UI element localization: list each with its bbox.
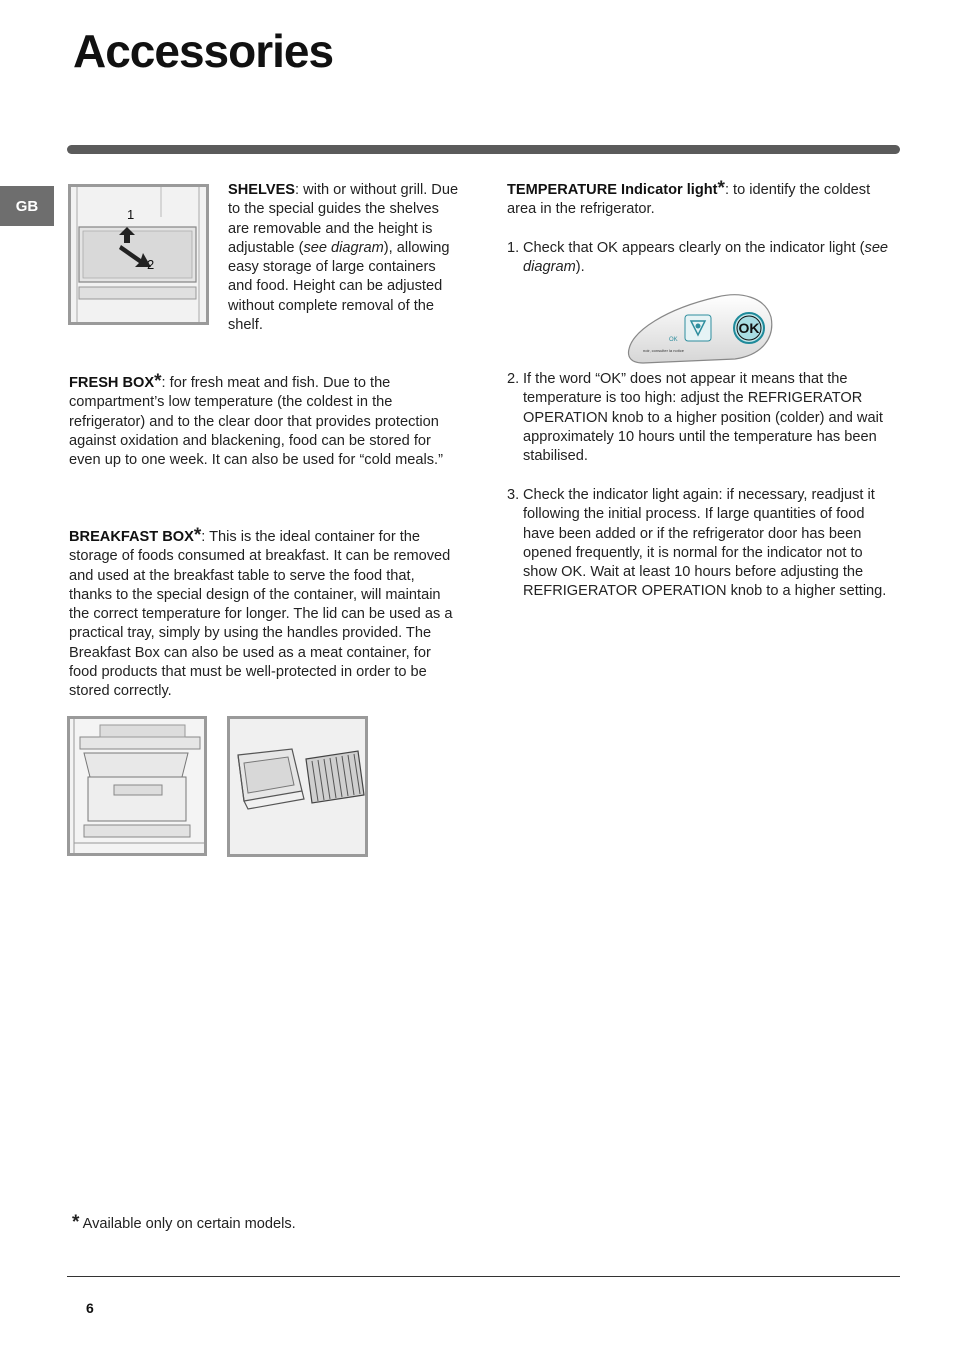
page-title: Accessories: [73, 25, 334, 77]
temperature-step-2: [507, 370, 899, 466]
step-see-diagram: see diagram: [523, 240, 889, 276]
shelves-text-2: ), allowing easy storage of large containers and food. Height can be adjusted without complete removal of the shelf.: [228, 239, 450, 334]
temperature-intro: : to identify the coldest area in the refrigerator.: [507, 182, 871, 218]
indicator-small-ok: OK: [669, 337, 678, 343]
footnote-star: *: [72, 1212, 80, 1233]
footnote: [72, 1212, 296, 1233]
breakfast-fridge-drawing: [70, 719, 204, 853]
fresh-box-paragraph: [69, 371, 457, 470]
step-text: Check the indicator light again: if necessary, readjust it following the initial process. If large quantities of food have been added or if the refrigerator door has been opened frequently, it is normal for the indicator not to show OK. Wait at least 10 hours before adjusting the REFRIGERATOR OPERATION knob to a higher setting.: [523, 487, 887, 600]
fresh-box-text: : for fresh meat and fish. Due to the compartment’s low temperature (the coldest in the refrigerator) and to the clear door that provides protection against oxidation and blackening, food can be stored for even up to one week. It can also be used for “cold meals.”: [69, 375, 443, 469]
breakfast-box-in-fridge-image: [67, 716, 207, 856]
indicator-ok-label: OK: [738, 320, 760, 336]
shelf-drawing: [71, 187, 206, 322]
breakfast-box-paragraph: [69, 525, 457, 702]
breakfast-box-tray-image: [227, 716, 368, 857]
shelves-heading: SHELVES: [228, 182, 296, 198]
footer-rule: [67, 1276, 900, 1277]
step-text-end: ).: [575, 259, 585, 276]
shelves-text-1: : with or without grill. Due to the special guides the shelves are removable and the height is adjustable (: [228, 182, 459, 256]
step-number: 2.: [507, 371, 520, 387]
language-tab: GB: [0, 186, 54, 226]
header-rule: [67, 145, 900, 154]
breakfast-box-star: *: [193, 525, 202, 546]
breakfast-box-heading: BREAKFAST BOX: [69, 529, 194, 545]
indicator-light-drawing: [625, 291, 775, 365]
indicator-light-diagram: [625, 291, 775, 365]
fresh-box-star: *: [154, 371, 162, 392]
fresh-box-heading: FRESH BOX: [69, 375, 155, 391]
temperature-step-3: [507, 486, 899, 602]
temperature-step-1: [507, 239, 899, 278]
shelves-see-diagram: see diagram: [303, 239, 384, 256]
step-text: Check that OK appears clearly on the indicator light (: [523, 240, 865, 256]
breakfast-tray-drawing: [230, 719, 365, 854]
shelves-diagram: [68, 184, 209, 325]
diagram-label-2: 2: [147, 257, 155, 272]
breakfast-box-text: : This is the ideal container for the storage of foods consumed at breakfast. It can be removed and used at the breakfast table to serve the food that, thanks to the special design of the container, will maintain the correct temperature for longer. The lid can be used as a practical tray, simply by using the handles provided. The Breakfast Box can also be used as a meat container, for food products that must be well-protected in order to be stored correctly.: [69, 529, 453, 700]
temperature-star: *: [717, 178, 725, 199]
step-number: 1.: [507, 240, 520, 256]
step-number: 3.: [507, 487, 520, 503]
temperature-paragraph: [507, 178, 899, 220]
temperature-heading: TEMPERATURE Indicator light: [507, 182, 718, 198]
page-number: 6: [86, 1300, 94, 1316]
shelves-paragraph: [228, 181, 460, 335]
diagram-label-1: 1: [127, 207, 135, 222]
indicator-caption: noir, consulter la notice: [643, 348, 684, 353]
footnote-text: Available only on certain models.: [79, 1216, 296, 1232]
step-text: If the word “OK” does not appear it means that the temperature is too high: adjust the REFRIGERATOR OPERATION knob to a higher position (colder) and wait approximately 10 hours until the temperature has been stabilised.: [523, 371, 883, 465]
